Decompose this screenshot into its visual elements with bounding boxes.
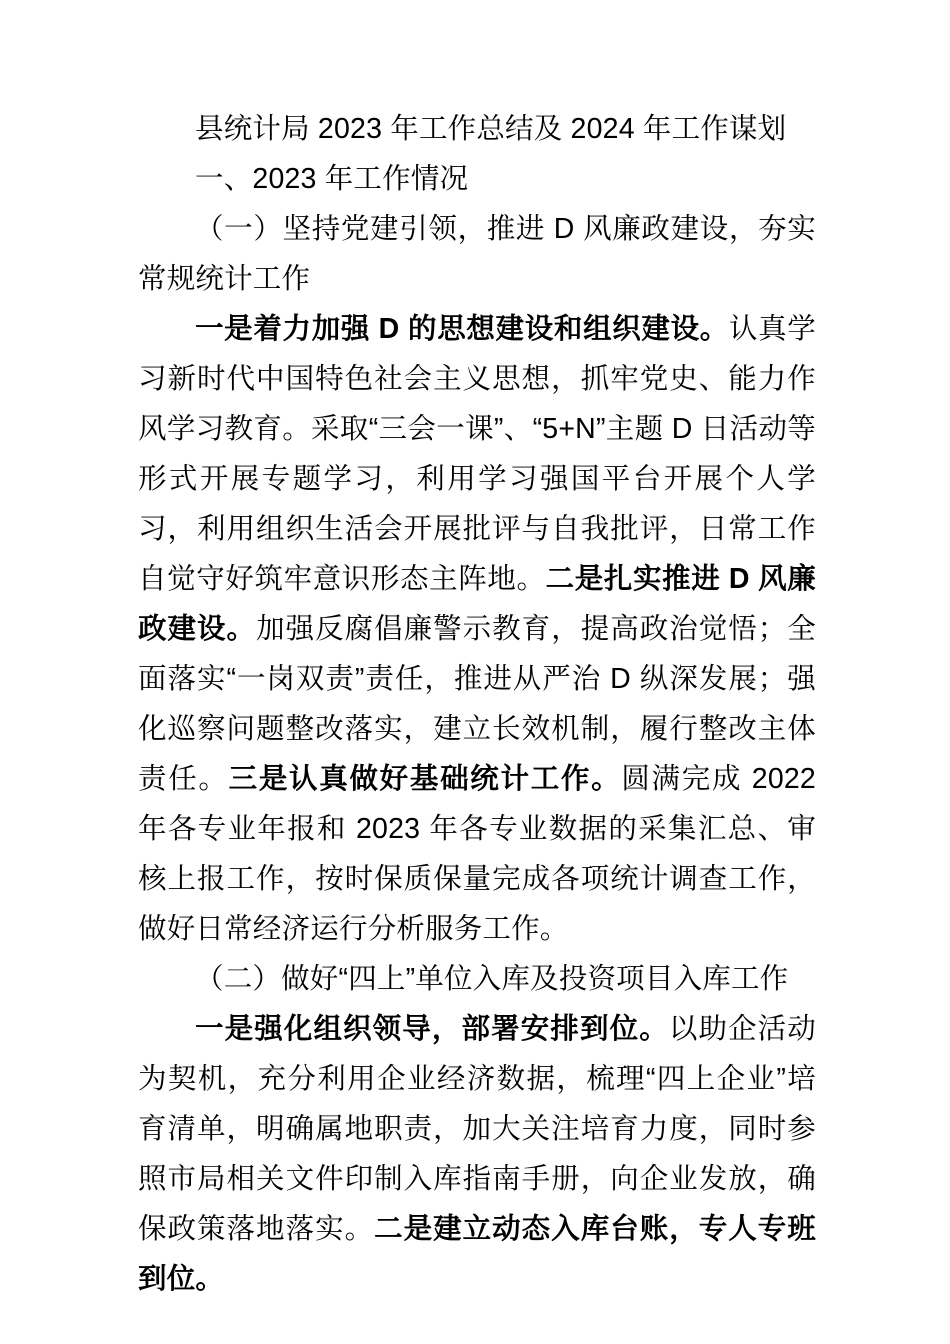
body-text-run: 以助企活动为契机，充分利用企业经济数据，梳理“四上企业”培育清单，明确属地职责，加大关注培育力度，同时参照市局相关文件印制入库指南手册，向企业发放，确保政策落地落实。 xyxy=(138,1013,816,1245)
subsection-heading-one: （一）坚持党建引领，推进 D 风廉政建设，夯实常规统计工作 xyxy=(138,213,816,295)
section-heading-one: 一、2023 年工作情况 xyxy=(195,163,469,195)
bold-lead-in-run: 二是建立动态入库台账，专人专班到位。 xyxy=(138,1213,816,1295)
subsection-heading-two: （二）做好“四上”单位入库及投资项目入库工作 xyxy=(195,963,789,995)
paragraph-two xyxy=(138,1004,816,1304)
document-title: 县统计局 2023 年工作总结及 2024 年工作谋划 xyxy=(195,113,787,145)
body-text-run: 认真学习新时代中国特色社会主义思想，抓牢党史、能力作风学习教育。采取“三会一课”、“5+N”主题 D 日活动等形式开展专题学习，利用学习强国平台开展个人学习，利用组织生活会开展批评与自我批评，日常工作自觉守好筑牢意识形态主阵地。 xyxy=(138,313,817,595)
body-text-run: 圆满完成 2022 年各专业年报和 2023 年各专业数据的采集汇总、审核上报工作，按时保质保量完成各项统计调查工作，做好日常经济运行分析服务工作。 xyxy=(138,763,816,945)
body-text-run: 加强反腐倡廉警示教育，提高政治觉悟；全面落实“一岗双责”责任，推进从严治 D 纵深发展；强化巡察问题整改落实，建立长效机制，履行整改主体责任。 xyxy=(138,613,816,795)
bold-lead-in-run: 一是着力加强 D 的思想建设和组织建设。 xyxy=(195,313,729,345)
bold-lead-in-run: 二是扎实推进 D 风廉政建设。 xyxy=(138,563,816,645)
bold-lead-in-run: 一是强化组织领导，部署安排到位。 xyxy=(195,1013,669,1045)
paragraph-one xyxy=(138,304,816,954)
bold-lead-in-run: 三是认真做好基础统计工作。 xyxy=(228,763,622,795)
document-body xyxy=(138,104,816,1304)
